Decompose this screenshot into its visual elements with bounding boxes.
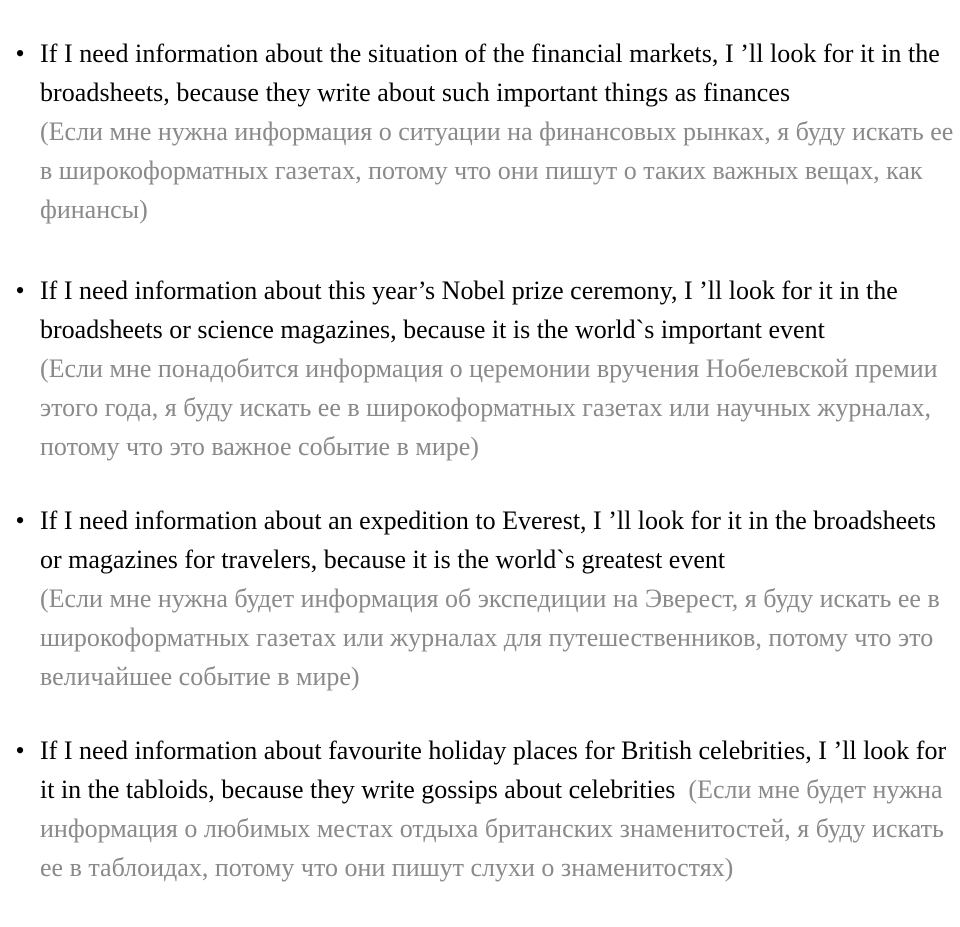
english-sentence: If I need information about favourite holiday places for British celebrities, I ’ll look for it in the tabloids, because they write gossips about celebrities	[40, 736, 947, 804]
item-text	[40, 34, 960, 229]
russian-translation: (Если мне будет нужна информация о любимых местах отдыха британских знаменитостей, я буду искать ее в таблоидах, потому что они пишут слухи о знаменитостях)	[40, 775, 944, 882]
bullet-icon: •	[15, 276, 25, 305]
english-sentence: If I need information about this year’s Nobel prize ceremony, I ’ll look for it in the broadsheets or science magazines, because it is the world`s important event	[40, 276, 898, 344]
list-item	[0, 731, 960, 887]
list-item	[0, 271, 960, 466]
bullet-icon: •	[15, 506, 25, 535]
list-item	[0, 501, 960, 696]
list-item	[0, 34, 960, 229]
bullet-icon: •	[15, 736, 25, 765]
item-text	[40, 501, 960, 696]
russian-translation: (Если мне нужна информация о ситуации на финансовых рынках, я буду искать ее в широкоформатных газетах, потому что они пишут о таких важных вещах, как финансы)	[40, 117, 954, 224]
english-sentence: If I need information about an expedition to Everest, I ’ll look for it in the broadsheets or magazines for travelers, because it is the world`s greatest event	[40, 506, 937, 574]
russian-translation: (Если мне понадобится информация о церемонии вручения Нобелевской премии этого года, я буду искать ее в широкоформатных газетах или научных журналах, потому что это важное событие в мире)	[40, 354, 938, 461]
item-text	[40, 731, 960, 887]
bullet-icon: •	[15, 39, 25, 68]
item-text	[40, 271, 960, 466]
russian-translation: (Если мне нужна будет информация об экспедиции на Эверест, я буду искать ее в широкоформатных газетах или журналах для путешественников, потому что это величайшее событие в мире)	[40, 584, 940, 691]
english-sentence: If I need information about the situation of the financial markets, I ’ll look for it in the broadsheets, because they write about such important things as finances	[40, 39, 940, 107]
